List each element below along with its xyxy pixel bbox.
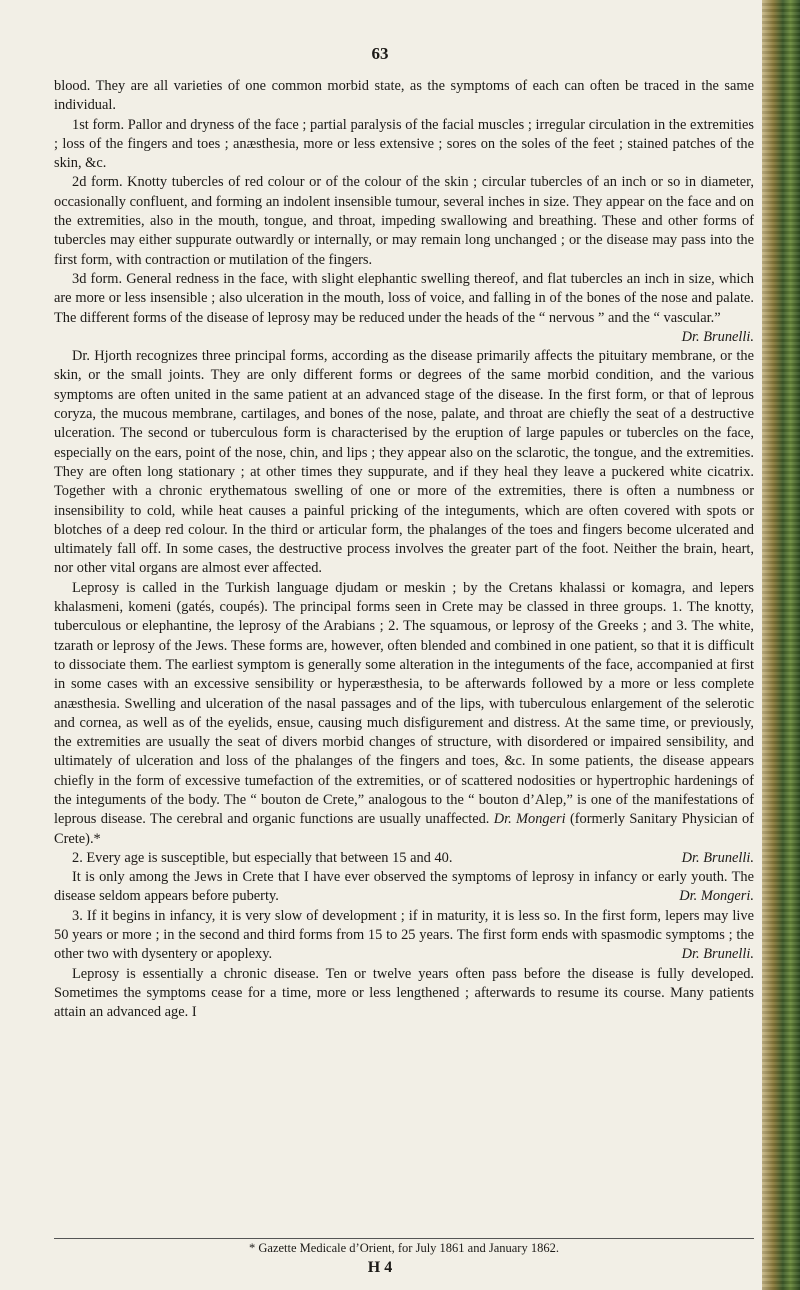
signature-mongeri-tail: (formerly Sanitary Physician of Crete).*	[54, 811, 754, 847]
signature-brunelli-3: Dr. Brunelli.	[681, 946, 754, 963]
paragraph-jews-block	[54, 868, 754, 907]
printer-signature-mark: H 4	[367, 1259, 393, 1276]
footnote-divider	[54, 1238, 754, 1239]
paragraph-third-form-text: 3d form. General redness in the face, with slight elephantic swelling thereof, and flat tubercles an inch in size, which are more or less insensible ; also ulceration in the mouth, loss of voice, and falling in of the bones of the nose and palate. The different forms of the disease of leprosy may be reduced under the heads of the “ nervous ” and the “ vascular.”	[54, 270, 754, 326]
paragraph-development-block	[54, 907, 754, 965]
paragraph-development-text: 3. If it begins in infancy, it is very slow of development ; if in maturity, it is less so. In the first form, lepers may live 50 years or more ; in the second and third forms from 15 to 25 years. The first form ends with spasmodic symptoms ; the other two with dysentery or apoplexy.	[54, 907, 754, 963]
signature-mongeri-2: Dr. Mongeri.	[679, 888, 754, 905]
paragraph-jews-text: It is only among the Jews in Crete that I have ever observed the symptoms of leprosy in infancy or early youth. The disease seldom appears before puberty.	[54, 869, 754, 905]
paragraph-jews	[54, 868, 754, 907]
signature-mongeri-inline: Dr. Mongeri	[493, 811, 566, 828]
paragraph-third-form	[54, 270, 754, 345]
paragraph-hjorth: Dr. Hjorth recognizes three principal forms, according as the disease primarily affects the pituitary membrane, or the skin, or the small joints. They are only different forms or degrees of the same morbid condition, and the various symptoms are often united in the same patient at an advanced stage of the disease. In the first form, or that of leprous coryza, the mucous membrane, cartilages, and bones of the nose, palate, and throat are chiefly the seat of a destructive ulceration. The second or tuberculous form is characterised by the eruption of large papules or tubercles on the face, especially on the ears, point of the nose, chin, and lips ; they appear also on the sclarotic, the tongue, and the extremities. They are often long stationary ; at other times they suppurate, and if they heal they leave a puckered white cicatrix. Together with a chronic erythematous swelling of one or more of the extremities, there is often a numbness or insensibility to cold, while heat causes a painful pricking of the integuments, which are often covered with spots or blotches of a deep red colour. In the third or articular form, the phalanges of the toes and fingers become ulcerated and ultimately fall off. In some cases, the destructive process involves the greater part of the foot. Neither the brain, heart, nor other vital organs are almost ever affected.	[54, 348, 754, 577]
footnote: * Gazette Medicale d’Orient, for July 1861 and January 1862.	[249, 1241, 559, 1255]
page-number: 63	[371, 44, 389, 63]
body-text	[54, 77, 754, 1023]
paragraph-third-form-block	[54, 270, 754, 347]
paragraph-age-block	[54, 849, 754, 868]
paragraph-continuation: blood. They are all varieties of one common morbid state, as the symptoms of each can often be traced in the same individual.	[54, 78, 754, 114]
paragraph-development	[54, 907, 754, 965]
paragraph-age-text: 2. Every age is susceptible, but especially that between 15 and 40.	[72, 849, 453, 866]
paragraph-turkish-names-text: Leprosy is called in the Turkish language djudam or meskin ; by the Cretans khalassi or komagra, and lepers khalasmeni, komeni (gatés, coupés). The principal forms seen in Crete may be classed in three groups. 1. The knotty, tuberculous or elephantine, the leprosy of the Arabians ; 2. The squamous, or leprosy of the Greeks ; and 3. The white, tzarath or leprosy of the Jews. These forms are, however, often blended and combined in one patient, so that it is difficult to dissociate them. The earliest symptom is generally some alteration in the integuments of the face, accompanied at first in some cases with an excessive sensibility or hyperæsthesia, to be afterwards followed by a more or less complete anæsthesia. Swelling and ulceration of the nasal passages and of the lips, with tuberculous enlargement of the selerotic and cornea, as well as of the eyelids, ensue, causing much disfigurement and distress. At the same time, or previously, the extremities are usually the seat of divers morbid changes of structure, with disordered or impaired sensibility, and ultimately of ulceration and loss of the phalanges of the fingers and toes, &c. In some patients, the disease appears chiefly in the form of excessive tumefaction of the extremities, or of scattered nodosities or hypertrophic hardenings of the integuments of the body. The “ bouton de Crete,” analogous to the “ bouton d’Alep,” is one of the manifestations of leprous disease. The cerebral and organic functions are usually unaffected.	[54, 579, 754, 828]
paragraph-turkish-names	[54, 579, 754, 849]
book-binding-texture	[762, 0, 800, 1290]
paragraph-second-form: 2d form. Knotty tubercles of red colour or of the colour of the skin ; circular tubercles of an inch or so in diameter, occasionally confluent, and forming an indolent insensible tumour, several inches in size. They appear on the face and on the extremities, also in the mouth, tongue, and throat, impeding swallowing and breathing. These and other forms of tubercles may either suppurate outwardly or internally, or may remain long unchanged ; or the disease may pass into the first form, with contraction or mutilation of the fingers.	[54, 174, 754, 268]
signature-brunelli-2: Dr. Brunelli.	[681, 849, 754, 866]
signature-brunelli-1: Dr. Brunelli.	[681, 328, 754, 345]
paragraph-age	[54, 849, 754, 868]
paragraph-first-form: 1st form. Pallor and dryness of the face ; partial paralysis of the facial muscles ; irregular circulation in the extremities ; loss of the fingers and toes ; anæsthesia, more or less extensive ; sores on the soles of the feet ; stained patches of the skin, &c.	[54, 116, 754, 172]
paragraph-chronic: Leprosy is essentially a chronic disease. Ten or twelve years often pass before the disease is fully developed. Sometimes the symptoms cease for a time, more or less lengthened ; afterwards to resume its course. Many patients attain an advanced age. I	[54, 965, 754, 1021]
